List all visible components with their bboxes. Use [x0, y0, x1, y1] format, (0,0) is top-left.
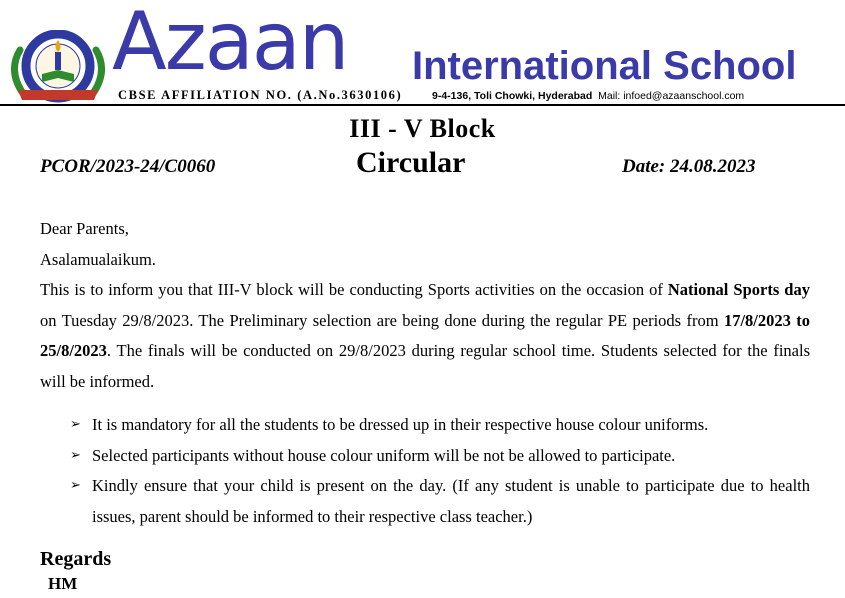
para-text-2: on Tuesday 29/8/2023. The Preliminary selection are being done during the regular PE periods from: [40, 310, 724, 330]
main-paragraph: [40, 275, 810, 397]
affiliation-number: CBSE AFFILIATION NO. (A.No.3630106): [118, 88, 403, 102]
closing: Regards: [40, 548, 112, 570]
circular-date: Date: 24.08.2023: [622, 156, 756, 177]
salutation: Dear Parents,: [40, 219, 129, 238]
school-brand-name: Azaan: [112, 0, 348, 88]
list-item-text: Kindly ensure that your child is present on the day. (If any student is unable to participate due to health issues, parent should be informed to their respective class teacher.): [92, 476, 810, 526]
mail-label: Mail:: [598, 90, 621, 102]
signatory: HM: [48, 574, 78, 593]
school-crest-icon: [6, 30, 110, 104]
para-text-1: This is to inform you that III-V block will be conducting Sports activities on the occasion of: [40, 280, 668, 299]
arrow-bullet-icon: ➢: [70, 447, 81, 463]
para-bold-2: 17/8/2023 to 25/8/2023: [40, 310, 810, 360]
list-item-text: Selected participants without house colour uniform will be not be allowed to participate.: [92, 445, 676, 465]
header-divider: [0, 104, 845, 106]
list-item: [70, 471, 810, 532]
instruction-list: [70, 410, 810, 532]
letter-body: [40, 214, 810, 397]
list-item: [70, 410, 810, 441]
reference-number: PCOR/2023-24/C0060: [40, 156, 216, 177]
arrow-bullet-icon: ➢: [70, 478, 81, 493]
para-text-3: . The finals will be conducted on 29/8/2023 during regular school time. Students selected for the finals will be informed.: [40, 341, 810, 391]
circular-title: Circular: [356, 146, 466, 179]
list-item-text: It is mandatory for all the students to be dressed up in their respective house colour uniforms.: [92, 415, 709, 434]
para-bold-1: National Sports day: [667, 280, 810, 299]
school-address: [432, 90, 744, 102]
address-text: 9-4-136, Toli Chowki, Hyderabad: [432, 90, 593, 102]
list-item: [70, 441, 810, 472]
school-name-suffix: International School: [412, 44, 797, 88]
greeting: Asalamualaikum.: [40, 249, 156, 269]
email-text: infoed@azaanschool.com: [623, 90, 745, 102]
arrow-bullet-icon: ➢: [70, 417, 81, 432]
block-title: III - V Block: [349, 114, 496, 143]
